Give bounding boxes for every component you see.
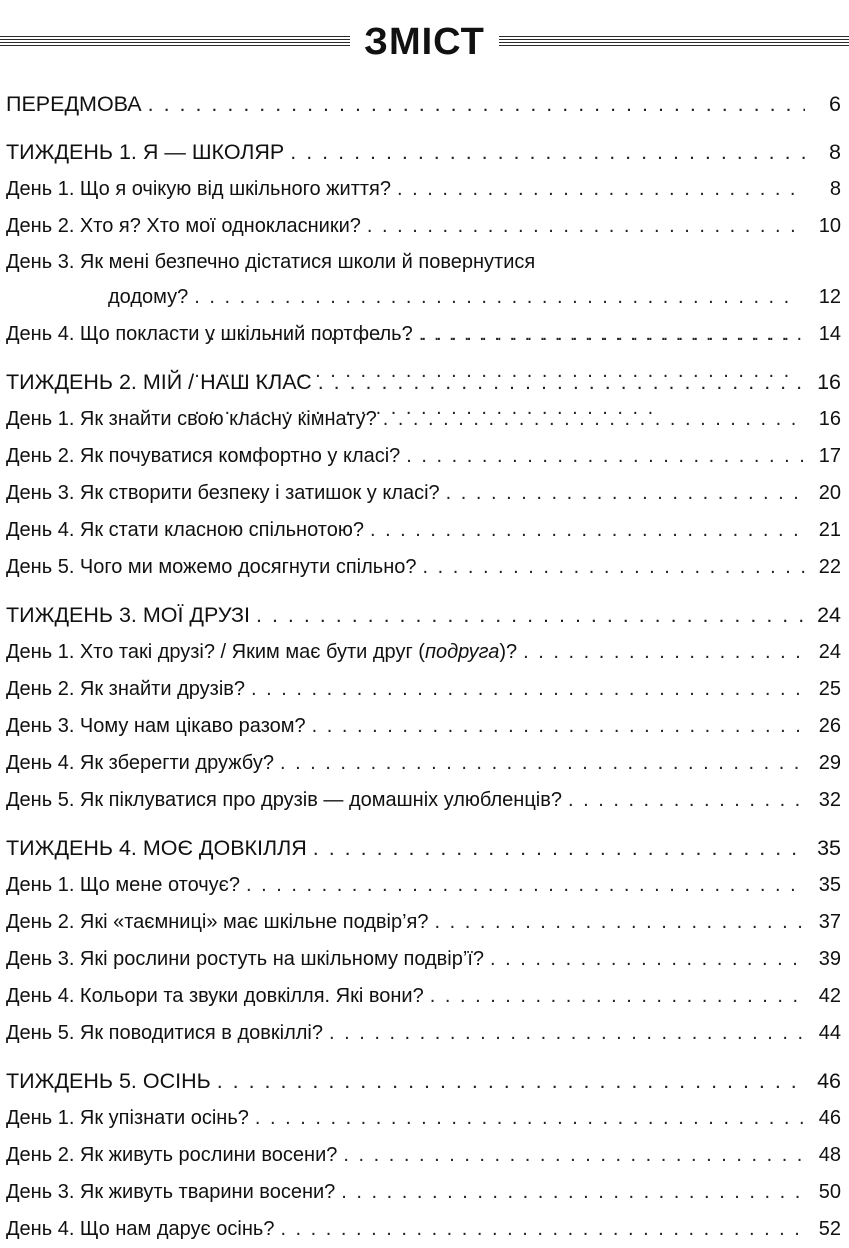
table-of-contents bbox=[6, 86, 845, 1248]
toc-entry[interactable] bbox=[6, 941, 845, 978]
toc-entry-label: День 3. Чому нам цікаво разом? bbox=[6, 715, 306, 737]
toc-entry[interactable] bbox=[6, 1100, 845, 1137]
toc-entry[interactable] bbox=[6, 904, 845, 941]
dot-leader bbox=[422, 549, 805, 586]
dot-leader bbox=[256, 597, 805, 634]
toc-entry[interactable] bbox=[6, 401, 845, 438]
toc-entry-label: ТИЖДЕНЬ 4. МОЄ ДОВКІЛЛЯ bbox=[6, 836, 307, 860]
toc-page-number: 35 bbox=[818, 874, 841, 896]
toc-entry[interactable] bbox=[6, 245, 845, 316]
toc-entry[interactable] bbox=[6, 1211, 845, 1248]
toc-entry-label: День 3. Як мені безпечно дістатися школи й повернутися bbox=[6, 251, 536, 273]
toc-section-heading[interactable] bbox=[6, 364, 845, 401]
dot-leader bbox=[430, 978, 805, 1015]
toc-entry-label: День 1. Як упізнати осінь? bbox=[6, 1107, 249, 1129]
toc-page-number: 46 bbox=[817, 1069, 841, 1093]
toc-entry[interactable] bbox=[6, 1137, 845, 1174]
toc-section-heading[interactable] bbox=[6, 86, 845, 123]
toc-page-number: 24 bbox=[818, 641, 841, 663]
toc-entry-label-italic: подруга bbox=[424, 641, 500, 663]
toc-page-number: 25 bbox=[818, 678, 841, 700]
dot-leader bbox=[251, 671, 805, 708]
toc-page-number: 50 bbox=[818, 1181, 841, 1203]
toc-entry[interactable] bbox=[6, 549, 845, 586]
dot-leader bbox=[290, 134, 805, 171]
toc-page-number: 10 bbox=[818, 215, 841, 237]
toc-entry[interactable] bbox=[6, 1015, 845, 1052]
toc-entry-label: День 2. Як живуть рослини восени? bbox=[6, 1144, 338, 1166]
toc-page-number: 8 bbox=[829, 140, 841, 164]
dot-leader bbox=[280, 1211, 805, 1248]
toc-page-number: 39 bbox=[818, 948, 841, 970]
toc-entry-label: ТИЖДЕНЬ 3. МОЇ ДРУЗІ bbox=[6, 603, 251, 627]
toc-page-number: 44 bbox=[818, 1022, 841, 1044]
toc-page-number: 12 bbox=[818, 286, 841, 308]
dot-leader bbox=[255, 1100, 805, 1137]
dot-leader bbox=[568, 782, 805, 819]
toc-page-number: 32 bbox=[818, 789, 841, 811]
toc-section-heading[interactable] bbox=[6, 1063, 845, 1100]
toc-header bbox=[0, 14, 849, 70]
dot-leader bbox=[343, 1137, 805, 1174]
toc-entry-label: ТИЖДЕНЬ 1. Я — ШКОЛЯР bbox=[6, 140, 285, 164]
toc-entry-label: День 2. Як почуватися комфортно у класі? bbox=[6, 445, 401, 467]
toc-page-number: 22 bbox=[818, 556, 841, 578]
toc-entry-label: День 1. Як знайти свою класну кімнату? bbox=[6, 408, 377, 430]
toc-entry-label: ПЕРЕДМОВА bbox=[6, 92, 142, 116]
toc-entry[interactable] bbox=[6, 978, 845, 1015]
dot-leader bbox=[490, 941, 805, 978]
toc-page-number: 14 bbox=[818, 323, 841, 345]
toc-entry[interactable] bbox=[6, 782, 845, 819]
toc-entry-label: День 2. Які «таємниці» має шкільне подвір’я? bbox=[6, 911, 429, 933]
toc-page-number: 16 bbox=[817, 370, 841, 394]
dot-leader bbox=[367, 208, 805, 245]
toc-entry-label: День 1. Що я очікую від шкільного життя? bbox=[6, 178, 391, 200]
toc-entry-continuation bbox=[6, 279, 845, 316]
toc-page-number: 52 bbox=[818, 1218, 841, 1240]
toc-entry[interactable] bbox=[6, 475, 845, 512]
toc-entry[interactable] bbox=[6, 745, 845, 782]
toc-entry-label: День 1. Що мене оточує? bbox=[6, 874, 241, 896]
dot-leader bbox=[341, 1174, 805, 1211]
header-rule-left bbox=[0, 36, 350, 48]
dot-leader bbox=[446, 475, 805, 512]
toc-entry-label: День 4. Як стати класною спільнотою? bbox=[6, 519, 364, 541]
toc-page-number: 26 bbox=[818, 715, 841, 737]
toc-entry[interactable] bbox=[6, 1174, 845, 1211]
dot-leader bbox=[318, 364, 805, 401]
dot-leader bbox=[246, 867, 805, 904]
dot-leader bbox=[523, 634, 805, 671]
toc-entry[interactable] bbox=[6, 208, 845, 245]
toc-entry[interactable] bbox=[6, 867, 845, 904]
dot-leader bbox=[370, 512, 805, 549]
toc-entry-label: День 3. Які рослини ростуть на шкільному подвір’ї? bbox=[6, 948, 484, 970]
toc-entry-label: День 4. Що нам дарує осінь? bbox=[6, 1218, 275, 1240]
dot-leader bbox=[313, 830, 805, 867]
toc-page-number: 24 bbox=[817, 603, 841, 627]
toc-entry-label: День 3. Як створити безпеку і затишок у класі? bbox=[6, 482, 440, 504]
toc-entry[interactable] bbox=[6, 634, 845, 671]
dot-leader bbox=[312, 708, 805, 745]
toc-entry-label: День 4. Кольори та звуки довкілля. Які вони? bbox=[6, 985, 424, 1007]
toc-entry[interactable] bbox=[6, 512, 845, 549]
dot-leader bbox=[329, 1015, 805, 1052]
toc-entry[interactable] bbox=[6, 671, 845, 708]
toc-entry-label: День 3. Як живуть тварини восени? bbox=[6, 1181, 336, 1203]
dot-leader bbox=[406, 438, 805, 475]
toc-page-number: 42 bbox=[818, 985, 841, 1007]
toc-entry-label: День 4. Що покласти у шкільний портфель? bbox=[6, 323, 413, 345]
toc-entry[interactable] bbox=[6, 708, 845, 745]
toc-section-heading[interactable] bbox=[6, 134, 845, 171]
toc-page-number: 35 bbox=[817, 836, 841, 860]
toc-entry-label: День 5. Як піклуватися про друзів — домашніх улюбленців? bbox=[6, 789, 562, 811]
toc-page-number: 29 bbox=[818, 752, 841, 774]
toc-page-number: 17 bbox=[818, 445, 841, 467]
toc-page-number: 8 bbox=[829, 178, 841, 200]
toc-entry-label: ТИЖДЕНЬ 5. ОСІНЬ bbox=[6, 1069, 211, 1093]
toc-entry-label: День 5. Чого ми можемо досягнути спільно? bbox=[6, 556, 417, 578]
toc-entry[interactable] bbox=[6, 316, 845, 353]
toc-page-number: 21 bbox=[818, 519, 841, 541]
dot-leader bbox=[397, 171, 805, 208]
toc-page-number: 46 bbox=[818, 1107, 841, 1129]
toc-entry-label: День 2. Хто я? Хто мої однокласники? bbox=[6, 215, 361, 237]
dot-leader bbox=[435, 904, 805, 941]
toc-entry[interactable] bbox=[6, 171, 845, 208]
toc-section-heading[interactable] bbox=[6, 830, 845, 867]
toc-entry[interactable] bbox=[6, 438, 845, 475]
toc-entry-label: День 1. Хто такі друзі? / Яким має бути друг (подруга)? bbox=[6, 641, 518, 663]
toc-page-number: 48 bbox=[818, 1144, 841, 1166]
dot-leader bbox=[148, 86, 805, 123]
dot-leader bbox=[383, 401, 805, 438]
toc-page-number: 16 bbox=[818, 408, 841, 430]
toc-entry-label: ТИЖДЕНЬ 2. МІЙ / НАШ КЛАС bbox=[6, 370, 312, 394]
dot-leader bbox=[217, 1063, 805, 1100]
toc-page-number: 37 bbox=[818, 911, 841, 933]
toc-entry-label: День 5. Як поводитися в довкіллі? bbox=[6, 1022, 323, 1044]
toc-entry-label: День 2. Як знайти друзів? bbox=[6, 678, 246, 700]
dot-leader bbox=[280, 745, 805, 782]
toc-entry-label-cont: додому? bbox=[108, 286, 189, 308]
toc-page-number: 20 bbox=[818, 482, 841, 504]
dot-leader bbox=[419, 316, 805, 353]
page-title: ЗМІСТ bbox=[364, 21, 485, 63]
toc-page-number: 6 bbox=[829, 92, 841, 116]
toc-entry-label: День 4. Як зберегти дружбу? bbox=[6, 752, 274, 774]
header-rule-right bbox=[499, 36, 849, 48]
toc-section-heading[interactable] bbox=[6, 597, 845, 634]
